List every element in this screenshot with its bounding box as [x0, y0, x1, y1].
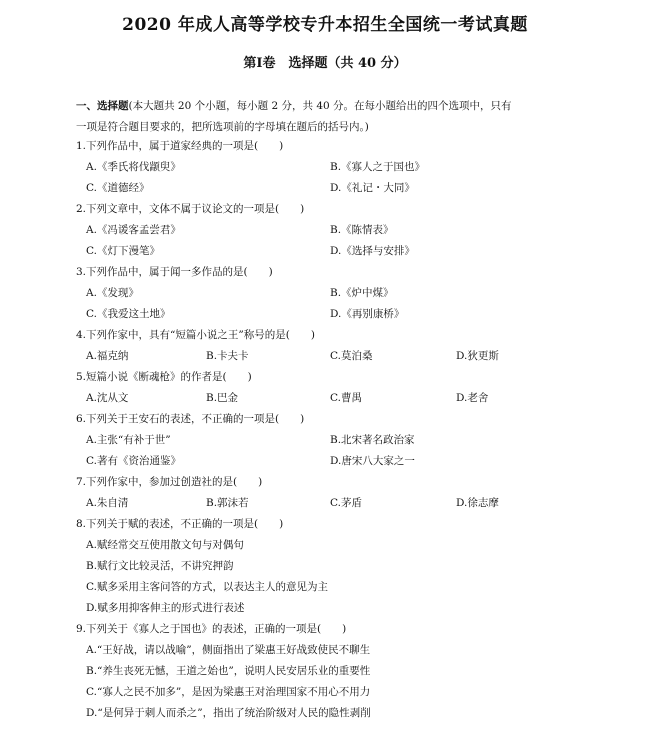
question-3-option-c: C.《我爱这土地》 [86, 308, 171, 320]
question-1-stem: 1.下列作品中，属于道家经典的一项是( ) [76, 140, 284, 152]
question-7-option-b: B.郭沫若 [206, 497, 249, 509]
question-6-stem: 6.下列关于王安石的表述，不正确的一项是( ) [76, 413, 305, 425]
question-8-option-c: C.赋多采用主客问答的方式，以表达主人的意见为主 [86, 581, 328, 593]
question-5-option-d: D.老舍 [456, 392, 489, 404]
question-7-option-c: C.茅盾 [330, 497, 362, 509]
question-8-option-d: D.赋多用抑客伸主的形式进行表述 [86, 602, 245, 614]
question-5-stem: 5.短篇小说《断魂枪》的作者是( ) [76, 371, 252, 383]
question-9-option-a: A.“王好战，请以战喻”，侧面指出了梁惠王好战致使民不聊生 [86, 644, 371, 656]
instruction-line-2: 一项是符合题目要求的，把所选项前的字母填在题后的括号内。) [76, 121, 369, 133]
question-7-option-d: D.徐志摩 [456, 497, 499, 509]
question-1-option-a: A.《季氏将伐颛臾》 [86, 161, 181, 173]
question-4-option-c: C.莫泊桑 [330, 350, 373, 362]
question-6-option-d: D.唐宋八大家之一 [330, 455, 415, 467]
question-3-option-d: D.《再别康桥》 [330, 308, 405, 320]
section-heading: 一、选择题 [76, 100, 129, 112]
question-2-option-d: D.《选择与安排》 [330, 245, 415, 257]
question-3-option-b: B.《炉中煤》 [330, 287, 394, 299]
question-8-option-b: B.赋行文比较灵活，不讲究押韵 [86, 560, 234, 572]
question-7-stem: 7.下列作家中，参加过创造社的是( ) [76, 476, 263, 488]
question-1-option-d: D.《礼记・大同》 [330, 182, 415, 194]
question-9-option-b: B.“养生丧死无憾，王道之始也”，说明人民安居乐业的重要性 [86, 665, 371, 677]
question-2-option-c: C.《灯下漫笔》 [86, 245, 160, 257]
question-8-stem: 8.下列关于赋的表述，不正确的一项是( ) [76, 518, 284, 530]
question-4-option-b: B.卡夫卡 [206, 350, 249, 362]
question-1-option-b: B.《寡人之于国也》 [330, 161, 426, 173]
question-2-option-a: A.《冯谖客孟尝君》 [86, 224, 181, 236]
question-4-option-d: D.狄更斯 [456, 350, 499, 362]
question-3-option-a: A.《发现》 [86, 287, 139, 299]
question-9-option-d: D.“是何异于刺人而杀之”，指出了统治阶级对人民的隐性剥削 [86, 707, 371, 719]
question-1-option-c: C.《道德经》 [86, 182, 150, 194]
question-9-stem: 9.下列关于《寡人之于国也》的表述，正确的一项是( ) [76, 623, 347, 635]
question-6-option-c: C.著有《资治通鉴》 [86, 455, 181, 467]
question-6-option-a: A.主张“有补于世” [86, 434, 171, 446]
question-6-option-b: B.北宋著名政治家 [330, 434, 415, 446]
question-2-option-b: B.《陈情表》 [330, 224, 394, 236]
instruction-line-1 [76, 96, 596, 117]
question-8-option-a: A.赋经常交互使用散文句与对偶句 [86, 539, 244, 551]
question-7-option-a: A.朱自清 [86, 497, 129, 509]
section-subtitle: 第Ⅰ卷 选择题（共 40 分） [243, 56, 407, 71]
section-instructions [76, 96, 596, 138]
question-2-stem: 2.下列文章中，文体不属于议论文的一项是( ) [76, 203, 305, 215]
question-5-option-c: C.曹禺 [330, 392, 362, 404]
question-5-option-a: A.沈从文 [86, 392, 129, 404]
question-4-option-a: A.福克纳 [86, 350, 129, 362]
question-3-stem: 3.下列作品中，属于闻一多作品的是( ) [76, 266, 273, 278]
exam-title: 2020 年成人高等学校专升本招生全国统一考试真题 [122, 15, 528, 35]
question-5-option-b: B.巴金 [206, 392, 239, 404]
question-4-stem: 4.下列作家中，具有“短篇小说之王”称号的是( ) [76, 329, 315, 341]
question-9-option-c: C.“寡人之民不加多”，是因为梁惠王对治理国家不用心不用力 [86, 686, 371, 698]
instruction-text-1: (本大题共 20 个小题，每小题 2 分，共 40 分。在每小题给出的四个选项中，只有 [128, 100, 512, 112]
